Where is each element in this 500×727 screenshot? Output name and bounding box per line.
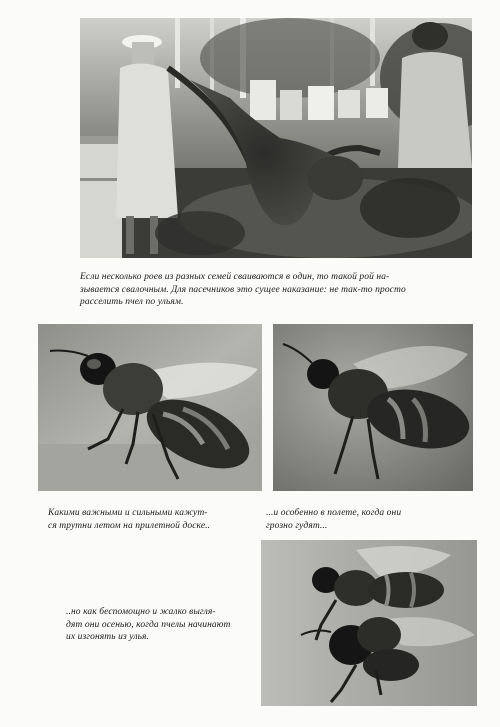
caption-line: дят они осенью, когда пчелы начинают: [66, 619, 231, 630]
drones-flight-caption: [266, 507, 466, 532]
drone-on-board-photo: [38, 324, 262, 491]
caption-line: их изгонять из улья.: [66, 632, 149, 642]
drones-autumn-caption: [66, 606, 256, 644]
swarm-caption: [80, 271, 480, 309]
caption-line: грозно гудят...: [266, 520, 328, 531]
caption-line: зывается свалочным. Для пасечников это сущее наказание: не так-то просто: [80, 284, 406, 295]
caption-line: Какими важными и сильными кажут-: [48, 508, 208, 518]
drones-board-caption: [48, 507, 258, 532]
drone-in-flight-photo: [273, 324, 473, 491]
caption-line: расселить пчел по ульям.: [80, 297, 184, 307]
caption-line: ..но как беспомощно и жалко выгля-: [66, 607, 216, 617]
drones-autumn-photo: [261, 540, 477, 706]
caption-line: ...и особенно в полете, когда они: [266, 508, 402, 518]
swarm-photo: [80, 18, 472, 258]
caption-line: ся трутни летом на прилетной доске..: [48, 520, 211, 531]
caption-line: Если несколько роев из разных семей сваиваются в один, то такой рой на-: [80, 272, 390, 282]
